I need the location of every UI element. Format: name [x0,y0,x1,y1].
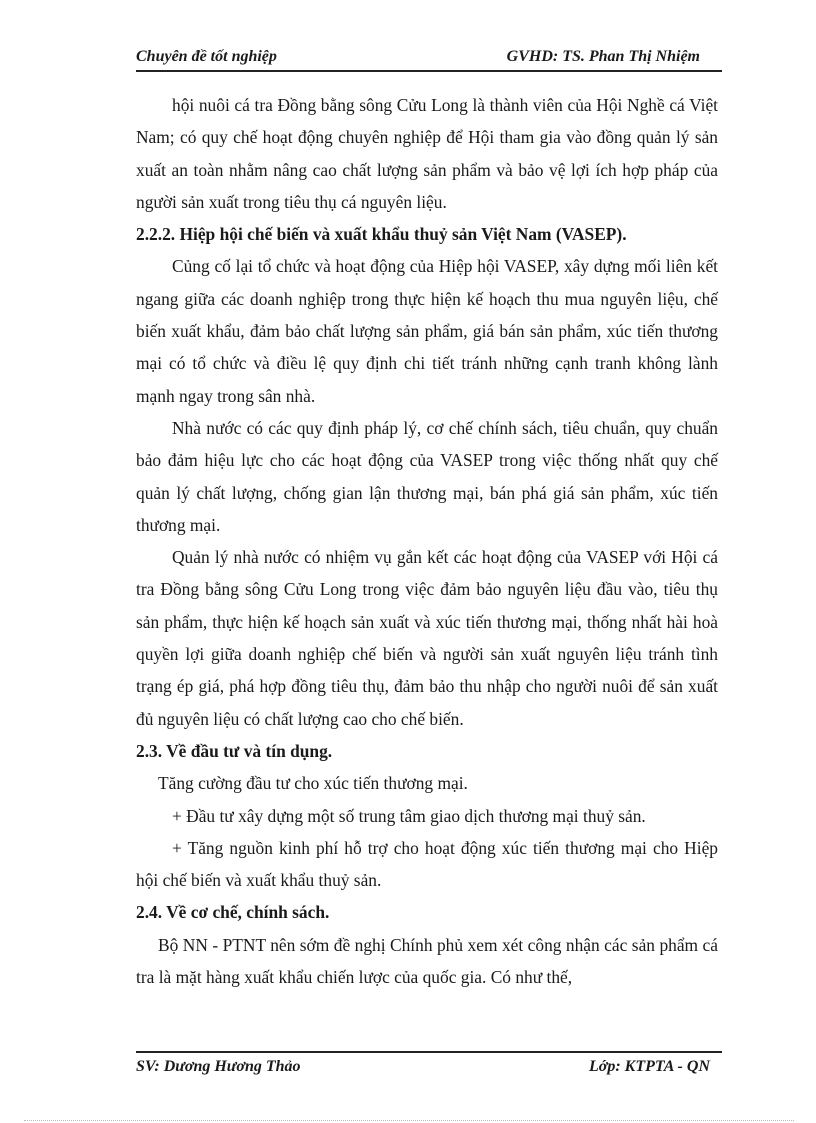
section-heading: 2.2.2. Hiệp hội chế biến và xuất khẩu thuỷ sản Việt Nam (VASEP). [136,224,627,245]
bullet-item: + Đầu tư xây dựng một số trung tâm giao dịch thương mại thuỷ sản. [172,805,646,826]
page-footer [136,1051,722,1083]
header-supervisor: GVHD: TS. Phan Thị Nhiệm [506,48,700,65]
paragraph: Nhà nước có các quy định pháp lý, cơ chế chính sách, tiêu chuẩn, quy chuẩn bảo đảm hiệu lực cho các hoạt động của VASEP trong việc thống nhất quy chế quản lý chất lượng, chống gian lận thương mại, bán phá giá sản phẩm, xúc tiến thương mại. [136,417,718,535]
page-header [136,44,722,72]
paragraph: Tăng cường đầu tư cho xúc tiến thương mại. [158,773,468,794]
header-title: Chuyên đề tốt nghiệp [136,48,277,65]
paragraph: Bộ NN - PTNT nên sớm đề nghị Chính phủ xem xét công nhận các sản phẩm cá tra là mặt hàng xuất khẩu chiến lược của quốc gia. Có như thế, [136,934,718,988]
bullet-item: + Tăng nguồn kinh phí hỗ trợ cho hoạt động xúc tiến thương mại cho Hiệp hội chế biến và xuất khẩu thuỷ sản. [136,837,718,891]
section-heading: 2.3. Về đầu tư và tín dụng. [136,740,333,761]
paragraph: Củng cố lại tổ chức và hoạt động của Hiệp hội VASEP, xây dựng mối liên kết ngang giữa các doanh nghiệp trong thực hiện kế hoạch thu mua nguyên liệu, chế biến xuất khẩu, đảm bảo chất lượng sản phẩm, giá bán sản phẩm, xúc tiến thương mại có tổ chức và điều lệ quy định chi tiết tránh những cạnh tranh không lành mạnh ngay trong sân nhà. [136,256,718,406]
page-edge-divider [24,1120,794,1121]
paragraph: Quản lý nhà nước có nhiệm vụ gắn kết các hoạt động của VASEP với Hội cá tra Đồng bằng sông Cửu Long trong việc đảm bảo nguyên liệu đầu vào, tiêu thụ sản phẩm, thực hiện kế hoạch sản xuất và xúc tiến thương mại, thống nhất hài hoà quyền lợi giữa doanh nghiệp chế biến và người sản xuất nguyên liệu tránh tình trạng ép giá, phá hợp đồng tiêu thụ, đảm bảo thu nhập cho người nuôi để sản xuất đủ nguyên liệu có chất lượng cao cho chế biến. [136,547,718,729]
document-body [136,89,718,993]
paragraph: hội nuôi cá tra Đồng bằng sông Cửu Long là thành viên của Hội Nghề cá Việt Nam; có quy chế hoạt động chuyên nghiệp để Hội tham gia vào đồng quản lý sản xuất an toàn nhằm nâng cao chất lượng sản phẩm và bảo vệ lợi ích hợp pháp của người sản xuất trong tiêu thụ cá nguyên liệu. [136,95,718,212]
section-heading: 2.4. Về cơ chế, chính sách. [136,902,330,923]
footer-student: SV: Dương Hương Thảo [136,1058,301,1075]
footer-class: Lớp: KTPTA - QN [588,1058,710,1075]
